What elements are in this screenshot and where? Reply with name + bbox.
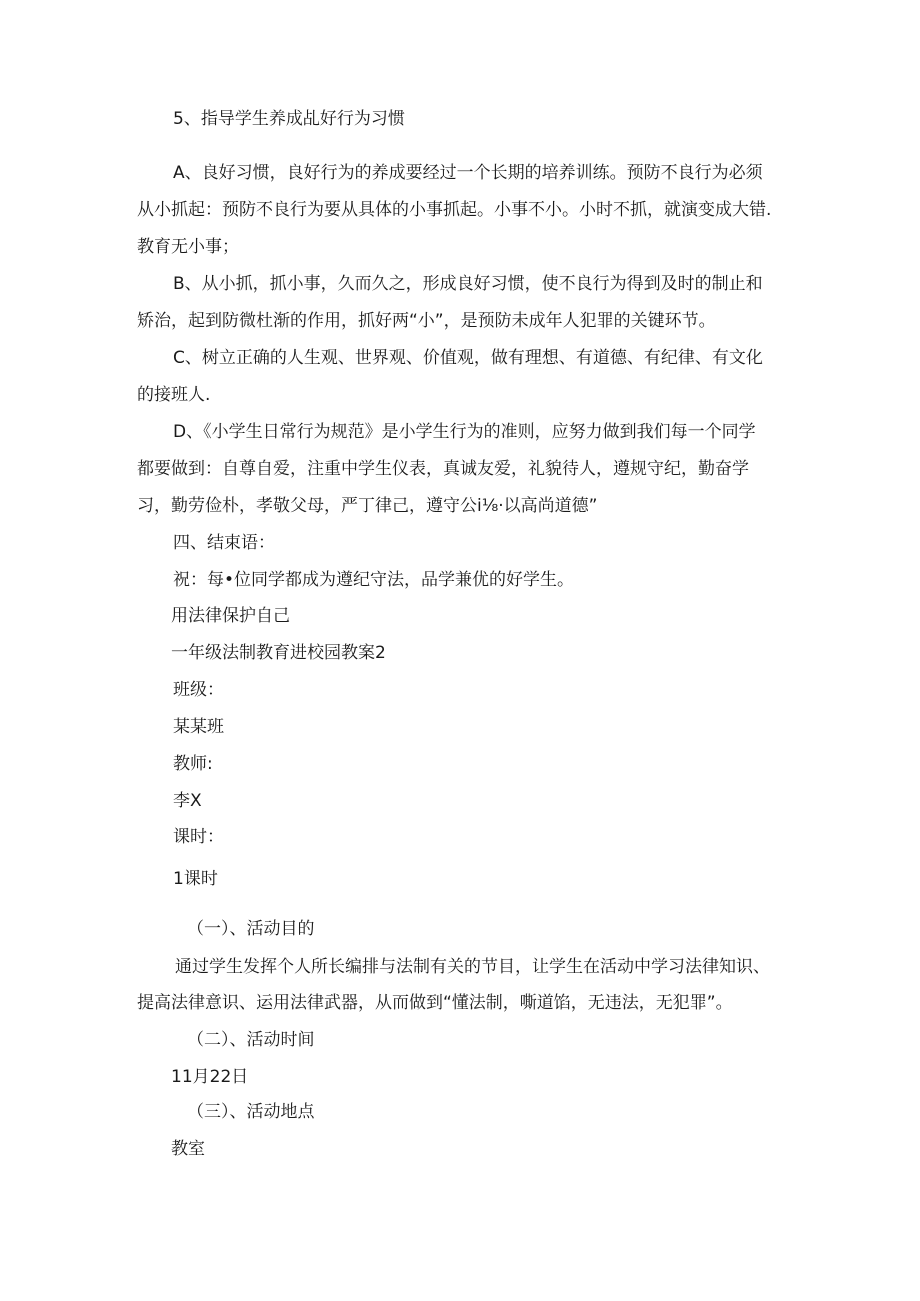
- item-c-line-2: 的接班人.: [137, 385, 211, 405]
- activity-place-heading: （三）、活动地点: [187, 1102, 315, 1122]
- class-label: 班级：: [173, 680, 224, 700]
- item-d-line-1: D、《小学生日常行为规范》是小学生行为的准则，应努力做到我们每一个同学: [173, 422, 756, 442]
- section-5-heading: 5、指导学生养成乩好行为习惯: [173, 109, 405, 129]
- teacher-value: 李X: [173, 791, 202, 811]
- conclusion-text: 祝：每•位同学都成为遵纪守法，品学兼优的好学生。: [173, 570, 575, 590]
- item-c-line-1: C、树立正确的人生观、世界观、价值观，做有理想、有道德、有纪律、有文化: [173, 348, 763, 368]
- activity-time-heading: （二）、活动时间: [187, 1030, 315, 1050]
- lesson-subtitle: 用法律保护自己: [171, 606, 290, 626]
- item-d-line-2: 都要做到：自尊自爱，注重中学生仪表，真诚友爱，礼貌待人，遵规守纪，勤奋学: [137, 459, 749, 479]
- activity-purpose-line-1: 通过学生发挥个人所长编排与法制有关的节目，让学生在活动中学习法律知识、: [175, 957, 770, 977]
- teacher-label: 教师:: [173, 754, 213, 774]
- item-a-line-3: 教育无小事；: [137, 237, 239, 257]
- item-b-line-2: 矫治，起到防微杜渐的作用，抓好两“小”，是预防未成年人犯罪的关键环节。: [137, 311, 716, 331]
- activity-time-value: 11月22日: [171, 1067, 249, 1087]
- activity-purpose-line-2: 提高法律意识、运用法律武器，从而做到“懂法制，嘶道馅，无违法，无犯罪”。: [137, 993, 733, 1013]
- lesson-title: 一年级法制教育进校园教案2: [171, 643, 386, 663]
- conclusion-heading: 四、结束语：: [173, 533, 275, 553]
- item-b-line-1: B、从小抓，抓小事，久而久之，形成良好习惯，使不良行为得到及时的制止和: [173, 274, 763, 294]
- class-value: 某某班: [173, 717, 224, 737]
- activity-place-value: 教室: [171, 1139, 205, 1159]
- item-a-line-1: A、良好习惯，良好行为的养成要经过一个长期的培养训练。预防不良行为必须: [173, 163, 763, 183]
- hours-value: 1课时: [173, 869, 218, 889]
- item-a-line-2: 从小抓起：预防不良行为要从具体的小事抓起。小事不小。小时不抓，就演变成大错.: [137, 200, 772, 220]
- activity-purpose-heading: （一）、活动目的: [187, 919, 315, 939]
- item-d-line-3: 习，勤劳俭朴，孝敬父母，严丁律己，遵守公i⅛·以高尚道德”: [137, 496, 598, 516]
- hours-label: 课时：: [173, 827, 224, 847]
